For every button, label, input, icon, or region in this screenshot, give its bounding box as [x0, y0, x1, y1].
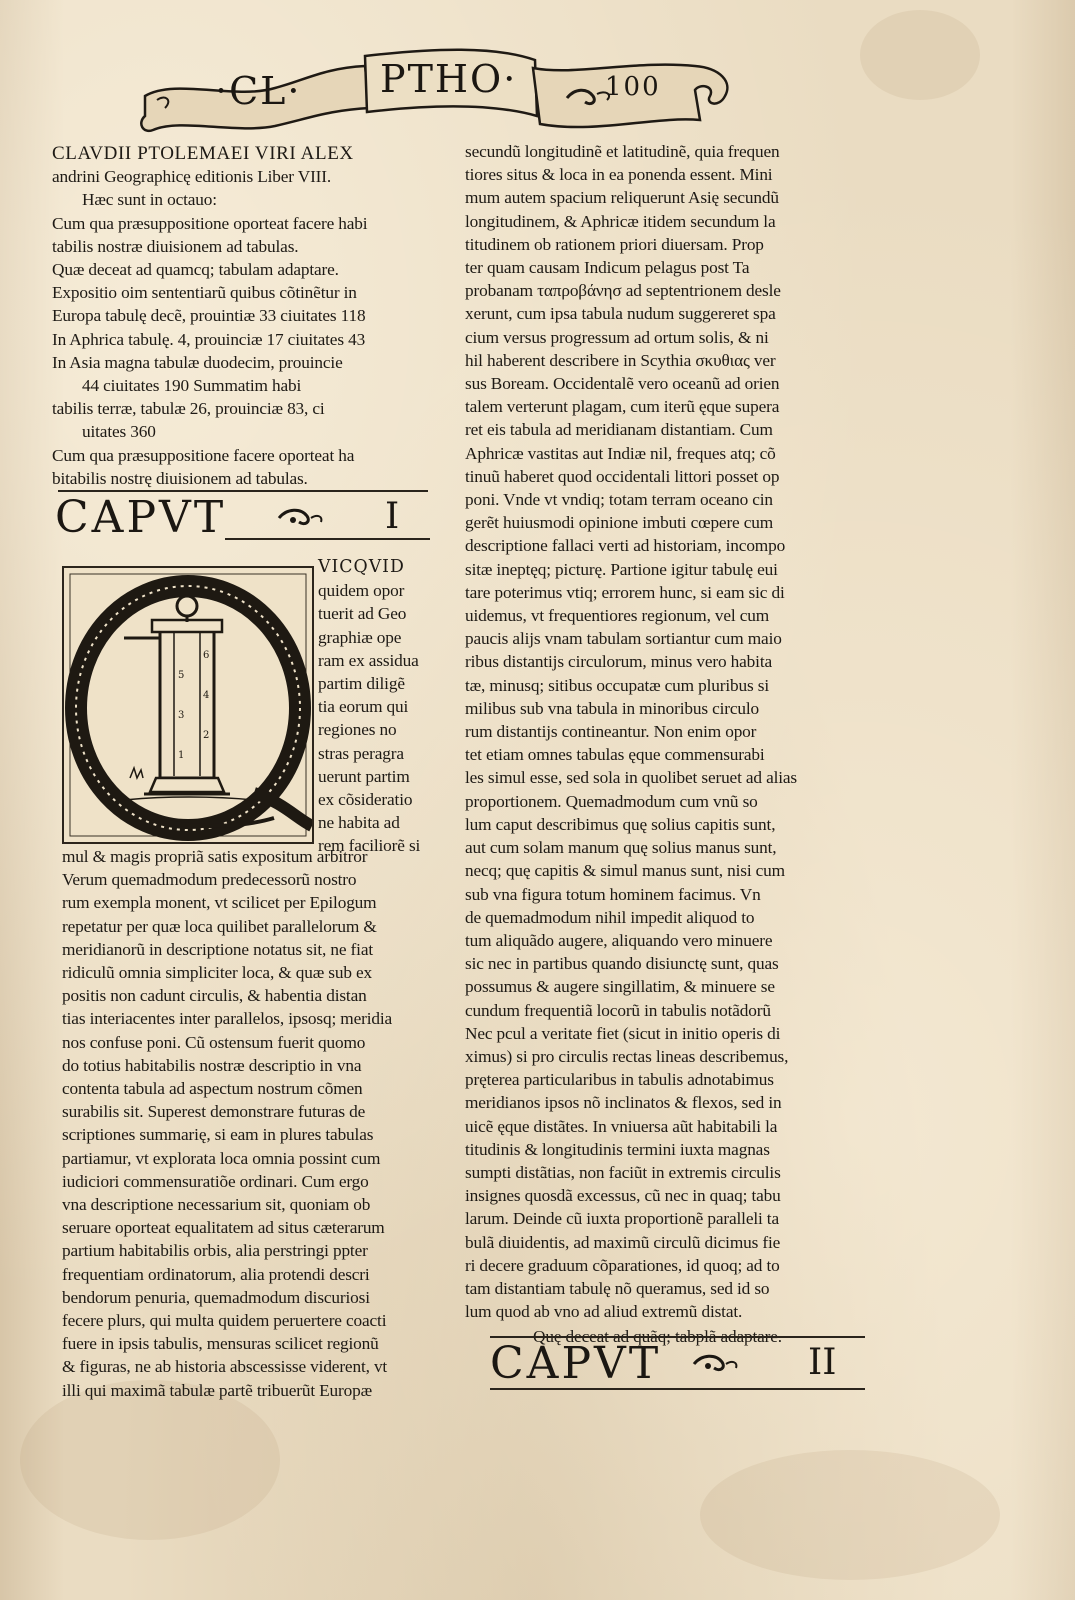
body-line: tinuũ haberet quod occidentali littori posset op	[465, 466, 780, 486]
body-line: possumus & augere singillatim, & minuere se	[465, 977, 775, 997]
body-line: do totius habitabilis nostræ descriptio in vna	[62, 1055, 362, 1075]
contents-line: In Asia magna tabulæ duodecim, prouincie	[52, 352, 343, 372]
body-line: sumpti distãtias, non faciũt in extremis circulis	[465, 1162, 781, 1182]
body-line: bulã diuidentis, ad maximũ circulũ dicimus fie	[465, 1232, 781, 1252]
svg-text:1: 1	[178, 750, 185, 761]
body-line: sus Boream. Occidentalẽ vero oceanũ ad orien	[465, 374, 780, 394]
paper-stain	[700, 1450, 1000, 1580]
left-body-text	[62, 845, 442, 1402]
body-line: & figuras, ne ab historia abscessisse viderent, vt	[62, 1357, 388, 1377]
wrap-line: tuerit ad Geo	[318, 604, 407, 624]
wrap-line: regiones no	[318, 720, 397, 740]
body-line: probanam ταπροβάνησ ad septentrionem desle	[465, 281, 781, 301]
body-line: tum aliquãdo augere, aliquando vero minuere	[465, 930, 773, 950]
chapter-number: I	[385, 496, 400, 537]
body-line: ter quam causam Indicum pelagus post Ta	[465, 258, 750, 278]
body-line: tam distantiam tabulę nõ queramus, sed id so	[465, 1278, 770, 1298]
chapter-word: CAPVT	[55, 492, 227, 543]
body-line: secundũ longitudinẽ et latitudinẽ, quia frequen	[465, 142, 780, 161]
woodcut-initial-q	[62, 566, 314, 844]
body-line: meridianorũ in descriptione notatus sit, ne fiat	[62, 939, 373, 959]
body-line: poni. Vnde vt vndiq; totam terram oceano cin	[465, 490, 773, 510]
svg-text:2: 2	[203, 730, 210, 741]
contents-line: uitates 360	[82, 422, 156, 442]
body-line: ridiculũ omnia simpliciter loca, & quæ sub ex	[62, 963, 373, 983]
header-segment-left: ·CL·	[215, 69, 302, 113]
wrap-line: partim diligẽ	[318, 674, 405, 694]
body-line: tias interiacentes inter parallelos, ipsosq; meridia	[62, 1009, 393, 1029]
contents-line: Cum qua præsuppositione oporteat facere habi	[52, 213, 368, 233]
body-line: rum exempla monent, vt scilicet per Epilogum	[62, 893, 377, 913]
wrap-line: ram ex assidua	[318, 650, 419, 670]
body-line: ri decere graduum cõparationes, id quoq; ad to	[465, 1255, 780, 1275]
body-line: sitæ ineptęq; picturę. Partione igitur tabulę eui	[465, 559, 778, 579]
body-line: milibus sub vna tabula in minoribus circulo	[465, 698, 760, 718]
wrap-line: rem faciliorẽ si	[318, 836, 421, 856]
body-line: ximus) si pro circulis rectas lineas describemus,	[465, 1046, 789, 1066]
contents-line: tabilis nostræ diuisionem ad tabulas.	[52, 236, 299, 256]
fleuron-ornament-icon	[690, 1352, 742, 1376]
body-line: tiores situs & loca in ea ponenda essent. Mini	[465, 165, 773, 185]
body-line: xerunt, cum ipsa tabula nudum suggereret spa	[465, 304, 776, 324]
body-line: talem verterunt plagam, cum iterũ ęque supera	[465, 397, 780, 417]
body-line: paucis alijs vnam tabulam sortiantur cum maio	[465, 629, 782, 649]
body-line: cium versus progressum ad ortum solis, & ni	[465, 327, 769, 347]
contents-line: Quæ deceat ad quamcq; tabulam adaptare.	[52, 260, 339, 280]
wrap-line: uerunt partim	[318, 766, 410, 786]
body-line: gerẽt huiusmodi opinione imbuti cœpere cum	[465, 513, 774, 533]
wrap-line: tia eorum qui	[318, 697, 409, 717]
contents-line: tabilis terræ, tabulæ 26, prouinciæ 83, ci	[52, 399, 325, 419]
contents-line: Cum qua præsuppositione facere oporteat ha	[52, 445, 355, 465]
body-line: nos confuse poni. Cũ ostensum fuerit quomo	[62, 1032, 366, 1052]
contents-line: In Aphrica tabulę. 4, prouinciæ 17 ciuitates 43	[52, 329, 366, 349]
paper-stain	[860, 10, 980, 100]
caput-rule-bottom	[490, 1388, 865, 1390]
body-line: les simul esse, sed sola in quolibet seruet ad alias	[465, 768, 797, 788]
body-line: longitudinem, & Aphricæ itidem secundum la	[465, 211, 776, 231]
wrap-line: VICQVID	[318, 557, 405, 577]
body-line: titudinis & longitudinis termini iuxta magnas	[465, 1139, 770, 1159]
header-banner	[135, 38, 735, 138]
body-line: partium habitabilis orbis, alia perstringi ppter	[62, 1241, 368, 1261]
body-line: lum quod ab vno ad aliud extremũ distat.	[465, 1302, 743, 1322]
body-line: tare poterimus vtiq; errorem hunc, si eam sic di	[465, 582, 785, 602]
body-line: necq; quę capitis & simul manus sunt, nisi cum	[465, 861, 785, 881]
body-line: rum distantijs contineantur. Non enim opor	[465, 722, 757, 742]
body-line: surabilis sit. Superest demonstrare futuras de	[62, 1102, 366, 1122]
body-line: fuere in ipsis tabulis, mensuras scilicet regionũ	[62, 1334, 379, 1354]
chapter-number: II	[808, 1342, 837, 1383]
body-line: Verum quemadmodum predecessorũ nostro	[62, 870, 357, 890]
body-line: meridianos ipsos nõ inclinatos & flexos, sed in	[465, 1093, 782, 1113]
body-line: proportionem. Quemadmodum cum vnũ so	[465, 791, 758, 811]
body-line: ret eis tabula ad meridianam distantiam. Cum	[465, 420, 773, 440]
body-line: Aphricæ vastitas aut Indiæ nil, freques atq; cõ	[465, 443, 776, 463]
body-line: uidemus, vt frequentiores regionum, vel cum	[465, 606, 770, 626]
closing-line: Quę deceat ad quãq; tabplã adaptare.	[533, 1327, 782, 1347]
body-line: ribus distantijs circulorum, minus vero habita	[465, 652, 772, 672]
contents-line: 44 ciuitates 190 Summatim habi	[82, 376, 302, 396]
contents-line: Hæc sunt in octauo:	[82, 190, 217, 210]
wrap-line: ne habita ad	[318, 813, 400, 833]
body-line: bendorum penuria, quemadmodum discuriosi	[62, 1287, 370, 1307]
body-line: descriptione fallaci verti ad historiam, incompo	[465, 536, 786, 556]
body-line: uicẽ ęque distãtes. In vniuersa aũt habitabili la	[465, 1116, 778, 1136]
body-line: tet etiam omnes tabulas ęque commensurabi	[465, 745, 765, 765]
body-line: scriptiones summarię, si eam in plures tabulas	[62, 1125, 374, 1145]
fleuron-ornament-icon	[275, 506, 327, 530]
body-line: partiamur, vt explorata loca omnia possint cum	[62, 1148, 381, 1168]
book-title-line: CLAVDII PTOLEMAEI VIRI ALEX	[52, 143, 354, 164]
body-line: illi qui maximã tabulæ partẽ tribuerũt Europæ	[62, 1380, 373, 1400]
body-line: contenta tabula ad aspectum nostrum cõmen	[62, 1079, 363, 1099]
left-column	[52, 142, 432, 490]
body-line: lum caput describimus quę solius capitis sunt,	[465, 814, 776, 834]
paper-stain	[20, 1380, 280, 1540]
wrap-line: stras peragra	[318, 743, 404, 763]
chapter-heading-1	[55, 492, 430, 542]
svg-text:4: 4	[203, 690, 210, 701]
body-line: pręterea particularibus in tabulis adnotabimus	[465, 1070, 774, 1090]
body-line: tæ, minusq; sitibus occupatæ cum pluribus si	[465, 675, 769, 695]
contents-line: Expositio oim sententiarũ quibus cõtinẽtur in	[52, 283, 357, 303]
body-line: mul & magis propriã satis expositum arbitror	[62, 847, 368, 866]
svg-text:6: 6	[203, 650, 210, 661]
body-line: insignes quosdã excessus, cũ nec in quaq; tabu	[465, 1186, 781, 1206]
caput-rule-bottom	[225, 538, 430, 540]
wrap-line: ex cõsideratio	[318, 790, 413, 810]
body-line: titudinem ob rationem priori diuersam. Prop	[465, 234, 764, 254]
contents-line: Europa tabulę decẽ, prouintiæ 33 ciuitates 118	[52, 306, 366, 326]
chapter-word: CAPVT	[490, 1338, 662, 1389]
svg-text:3: 3	[178, 710, 185, 721]
book-title-line: andrini Geographicę editionis Liber VIII.	[52, 167, 332, 187]
initial-wrap-text	[318, 556, 438, 858]
wrap-line: graphiæ ope	[318, 627, 402, 647]
body-line: mum autem spacium reliquerunt Asię secundũ	[465, 188, 779, 208]
sundial-woodcut-illustration	[64, 568, 312, 842]
body-line: seruare oporteat equalitatem ad situs cæterarum	[62, 1218, 385, 1238]
body-line: de quemadmodum nihil impedit aliquod to	[465, 907, 755, 927]
body-line: positis non cadunt circulis, & habentia distan	[62, 986, 367, 1006]
body-line: cundum frequentiã locorũ in tabulis notãdorũ	[465, 1000, 771, 1020]
body-line: Nec pcul a veritate fiet (sicut in initio operis di	[465, 1023, 781, 1043]
body-line: sub vna figura totum hominem facimus. Vn	[465, 884, 761, 904]
body-line: hil haberent describere in Scythia σκυθιας ver	[465, 350, 776, 370]
header-segment-middle: PTHO·	[380, 57, 518, 101]
body-line: vna descriptione necessarium sit, quoniam ob	[62, 1195, 371, 1215]
page-number: 100	[605, 72, 661, 102]
contents-line: bitabilis nostrę diuisionem ad tabulas.	[52, 468, 308, 488]
svg-text:5: 5	[178, 670, 185, 681]
body-line: larum. Deinde cũ iuxta proportionẽ paralleli ta	[465, 1209, 779, 1229]
right-column	[465, 140, 850, 1349]
body-line: repetatur per quæ loca quilibet parallelorum &	[62, 916, 377, 936]
body-line: aut cum solam manum quę solius manus sunt,	[465, 838, 777, 858]
body-line: iudiciori commensuratiõe ordinari. Cum ergo	[62, 1171, 369, 1191]
body-line: frequentiam ordinatorum, alia protendi descri	[62, 1264, 370, 1284]
wrap-line: quidem opor	[318, 581, 405, 601]
body-line: fecere plurs, qui multa quidem peruertere coacti	[62, 1311, 387, 1331]
chapter-heading-2	[490, 1338, 870, 1390]
body-line: sic nec in partibus quando disiunctę sunt, quas	[465, 954, 779, 974]
